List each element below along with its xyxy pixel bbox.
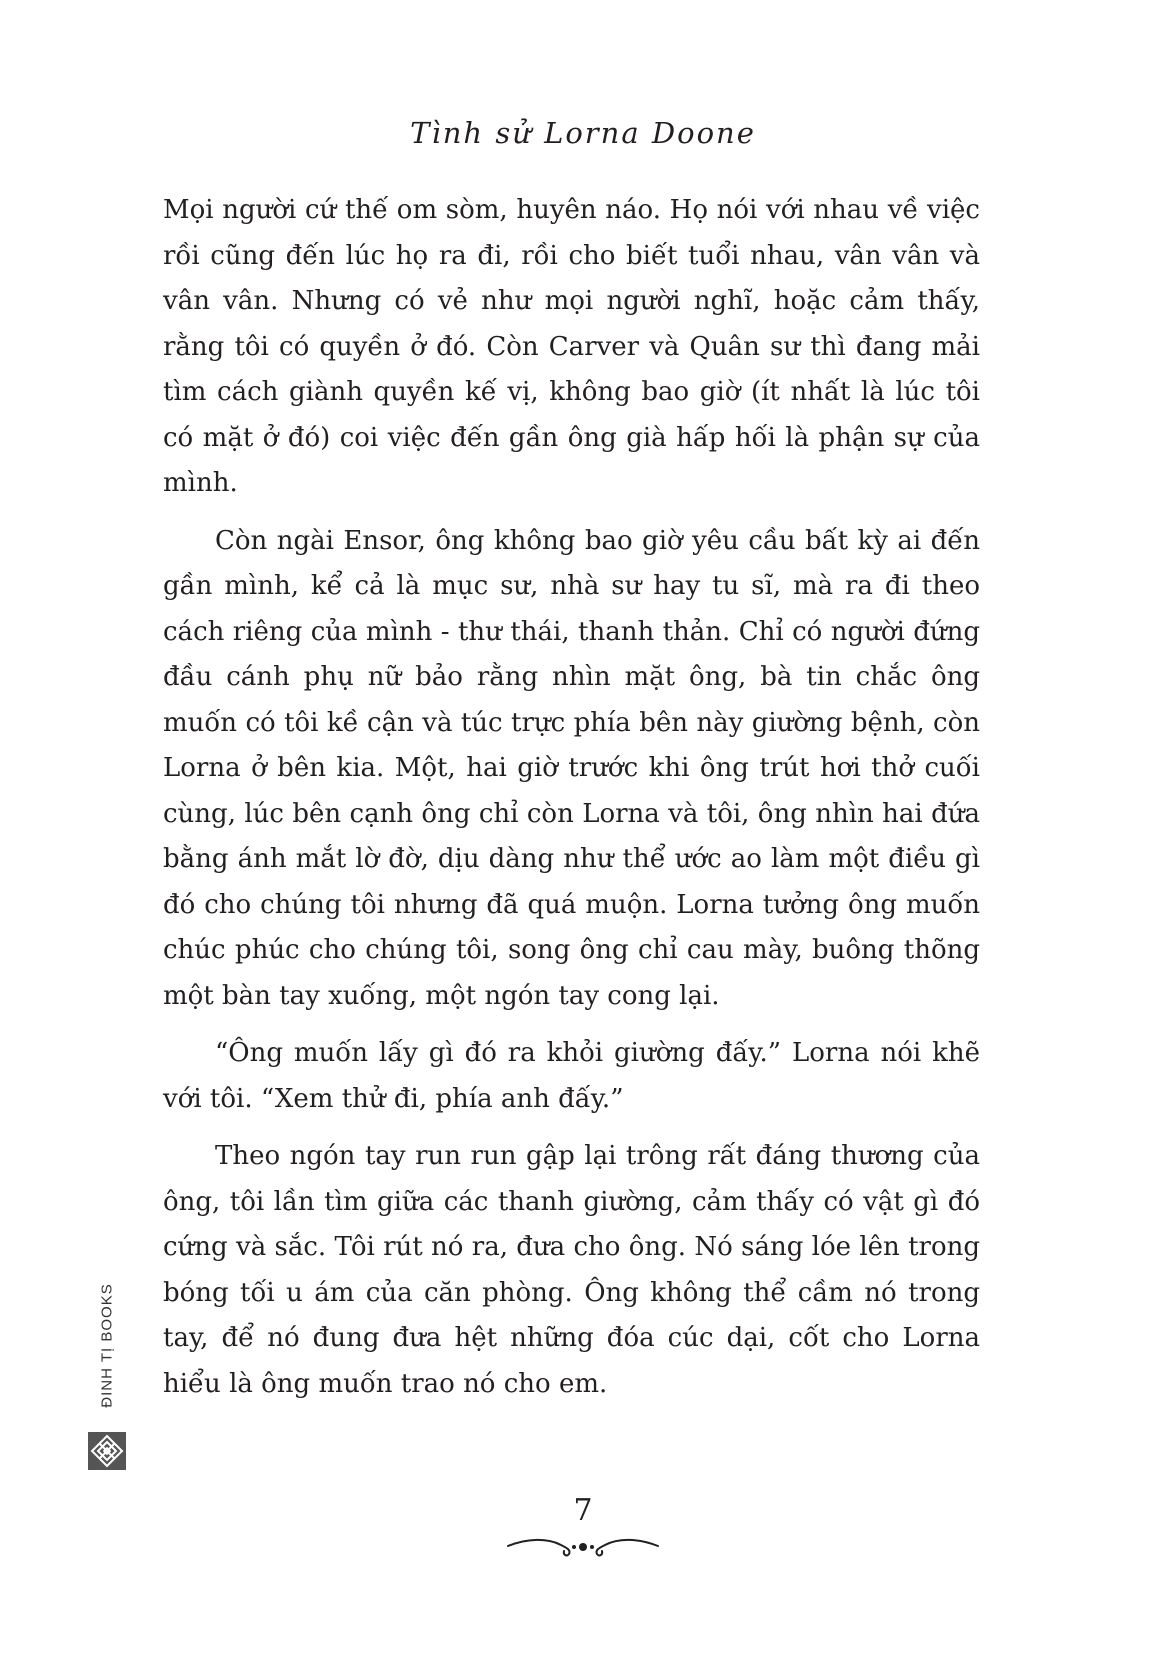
paragraph-2: Còn ngài Ensor, ông không bao giờ yêu cầu bất kỳ ai đến gần mình, kể cả là mục sư, nhà sư hay tu sĩ, mà ra đi theo cách riêng của mình - thư thái, thanh thản. Chỉ có người đứng đầu cánh phụ nữ bảo rằng nhìn mặt ông, bà tin chắc ông muốn có tôi kề cận và túc trực phía bên này giường bệnh, còn Lorna ở bên kia. Một, hai giờ trước khi ông trút hơi thở cuối cùng, lúc bên cạnh ông chỉ còn Lorna và tôi, ông nhìn hai đứa bằng ánh mắt lờ đờ, dịu dàng như thể ước ao làm một điều gì đó cho chúng tôi nhưng đã quá muộn. Lorna tưởng ông muốn chúc phúc cho chúng tôi, song ông chỉ cau mày, buông thõng một bàn tay xuống, một ngón tay cong lại. — [163, 525, 980, 1011]
body-text — [163, 188, 980, 1419]
diamond-lattice-logo-icon — [88, 1432, 126, 1470]
page-number: 7 — [573, 1493, 593, 1528]
running-header: Tình sử Lorna Doone — [410, 116, 756, 150]
publisher-name-text: ĐINH TỊ BOOKS — [98, 1282, 116, 1408]
publisher-name — [86, 1270, 128, 1420]
scroll-flourish-icon — [503, 1530, 663, 1560]
publisher-mark — [86, 1270, 128, 1470]
paragraph-4: Theo ngón tay run run gập lại trông rất đáng thương của ông, tôi lần tìm giữa các thanh giường, cảm thấy có vật gì đó cứng và sắc. Tôi rút nó ra, đưa cho ông. Nó sáng lóe lên trong bóng tối u ám của căn phòng. Ông không thể cầm nó trong tay, để nó đung đưa hệt những đóa cúc dại, cốt cho Lorna hiểu là ông muốn trao nó cho em. — [163, 1141, 980, 1399]
paragraph-3: “Ông muốn lấy gì đó ra khỏi giường đấy.” Lorna nói khẽ với tôi. “Xem thử đi, phía anh đấy.” — [163, 1038, 980, 1114]
paragraph-1: Mọi người cứ thế om sòm, huyên náo. Họ nói với nhau về việc rồi cũng đến lúc họ ra đi, rồi cho biết tuổi nhau, vân vân và vân vân. Nhưng có vẻ như mọi người nghĩ, hoặc cảm thấy, rằng tôi có quyền ở đó. Còn Carver và Quân sư thì đang mải tìm cách giành quyền kế vị, không bao giờ (ít nhất là lúc tôi có mặt ở đó) coi việc đến gần ông già hấp hối là phận sự của mình. — [163, 195, 980, 498]
